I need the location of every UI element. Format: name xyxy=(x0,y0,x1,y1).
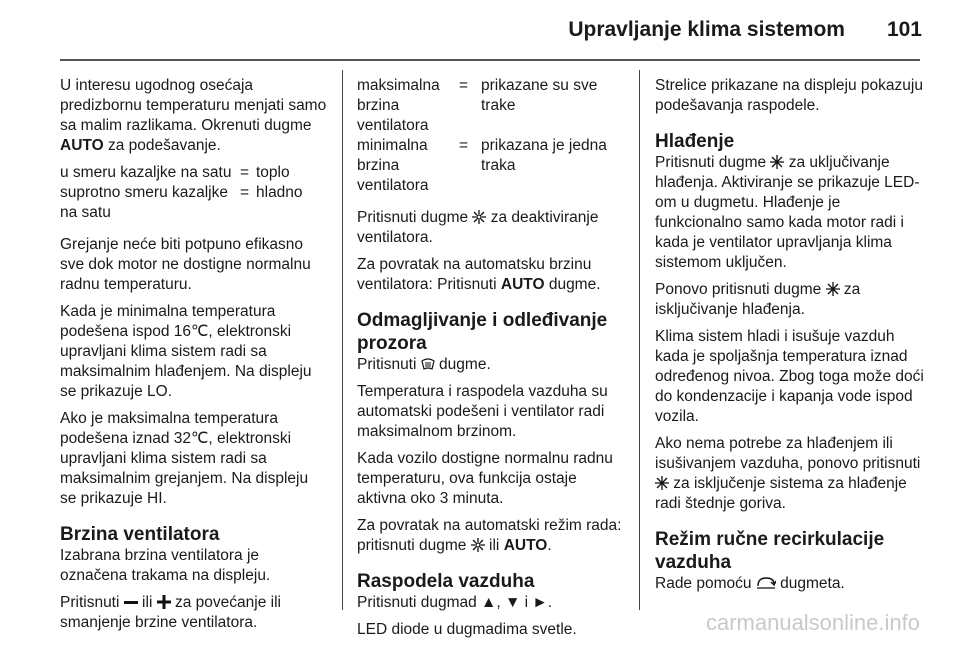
paragraph: Grejanje neće biti potpuno efikasno sve dok motor ne dostigne normalnu radnu temperaturu. xyxy=(60,236,311,293)
paragraph: U interesu ugodnog osećaja predizbornu temperaturu menjati samo sa malim razlikama. Okrenuti dugme AUTO za podešavanje. xyxy=(60,77,327,154)
snowflake-icon xyxy=(770,155,784,169)
paragraph: Pritisnuti dugmad ▲, ▼ i ►. xyxy=(357,594,553,611)
section-heading: Režim ručne recirkulacije vazduha xyxy=(655,529,885,573)
column-3 xyxy=(655,76,927,601)
section-heading: Odmagljivanje i odleđivanje prozora xyxy=(357,310,608,354)
paragraph: Za povratak na automatski režim rada: pritisnuti dugme ili AUTO. xyxy=(357,517,622,554)
paragraph: Kada vozilo dostigne normalnu radnu temperaturu, ova funkcija ostaje aktivna oko 3 minuta. xyxy=(357,450,613,507)
watermark: carmanualsonline.info xyxy=(705,610,920,635)
paragraph: Izabrana brzina ventilatora je označena trakama na displeju. xyxy=(60,547,271,584)
windscreen-defrost-icon xyxy=(421,357,435,371)
paragraph: Temperatura i raspodela vazduha su automatski podešeni i ventilator radi maksimalnom brzinom. xyxy=(357,383,608,440)
paragraph: Pritisnuti dugme za uključivanje hlađenja. Aktiviranje se prikazuje LED-om u dugmetu. Hlađenje je funkcionalno samo kada motor radi i kada je ventilator upravljanja klima sistemom uključen. xyxy=(655,154,920,271)
section-heading: Hlađenje xyxy=(655,131,735,152)
minus-icon xyxy=(124,595,138,609)
section-heading: Raspodela vazduha xyxy=(357,571,535,592)
def-row: u smeru kazaljke na satu = toplo xyxy=(60,164,290,181)
snowflake-icon xyxy=(826,282,840,296)
paragraph: Strelice prikazane na displeju pokazuju podešavanja raspodele. xyxy=(655,77,923,114)
plus-icon xyxy=(157,595,171,609)
paragraph: LED diode u dugmadima svetle. xyxy=(357,621,577,638)
column-divider xyxy=(342,70,343,610)
def-row: maksimalna brzina ventilatora = prikazane su sve trake xyxy=(357,77,598,134)
column-divider xyxy=(639,70,640,610)
paragraph: Ako je maksimalna temperatura podešena iznad 32℃, elektronski upravljani klima sistem radi sa maksimalnim grejanjem. Na displeju se prikazuje HI. xyxy=(60,410,309,507)
fan-icon xyxy=(472,210,486,224)
column-1 xyxy=(60,76,328,640)
def-row: minimalna brzina ventilatora = prikazana je jedna traka xyxy=(357,137,607,194)
section-heading: Brzina ventilatora xyxy=(60,524,220,545)
page-number: 101 xyxy=(886,18,922,41)
paragraph: Kada je minimalna temperatura podešena ispod 16℃, elektronski upravljani klima sistem radi sa maksimalnim hlađenjem. Na displeju se prikazuje LO. xyxy=(60,303,312,400)
paragraph: Pritisnuti dugme. xyxy=(357,356,491,373)
header-title: Upravljanje klima sistemom xyxy=(568,18,845,41)
recirculation-icon xyxy=(756,576,776,590)
header-rule xyxy=(60,59,920,61)
column-2 xyxy=(357,76,627,647)
paragraph: Ponovo pritisnuti dugme za isključivanje hlađenja. xyxy=(655,281,861,318)
def-row: suprotno smeru kazaljke na satu = hladno xyxy=(60,184,303,221)
paragraph: Ako nema potrebe za hlađenjem ili isušivanjem vazduha, ponovo pritisnuti za isključenje sistema za hlađenje radi štednje goriva. xyxy=(655,435,921,512)
paragraph: Rade pomoću dugmeta. xyxy=(655,575,845,592)
page-header xyxy=(568,18,922,42)
snowflake-icon xyxy=(655,476,669,490)
paragraph: Pritisnuti ili za povećanje ili smanjenje brzine ventilatora. xyxy=(60,594,281,631)
paragraph: Pritisnuti dugme za deaktiviranje ventilatora. xyxy=(357,209,599,246)
paragraph: Klima sistem hladi i isušuje vazduh kada je spoljašnja temperatura iznad određenog nivoa. Zbog toga može doći do kondenzacije i kapanja vode ispod vozila. xyxy=(655,328,924,425)
paragraph: Za povratak na automatsku brzinu ventilatora: Pritisnuti AUTO dugme. xyxy=(357,256,601,293)
fan-icon xyxy=(471,538,485,552)
